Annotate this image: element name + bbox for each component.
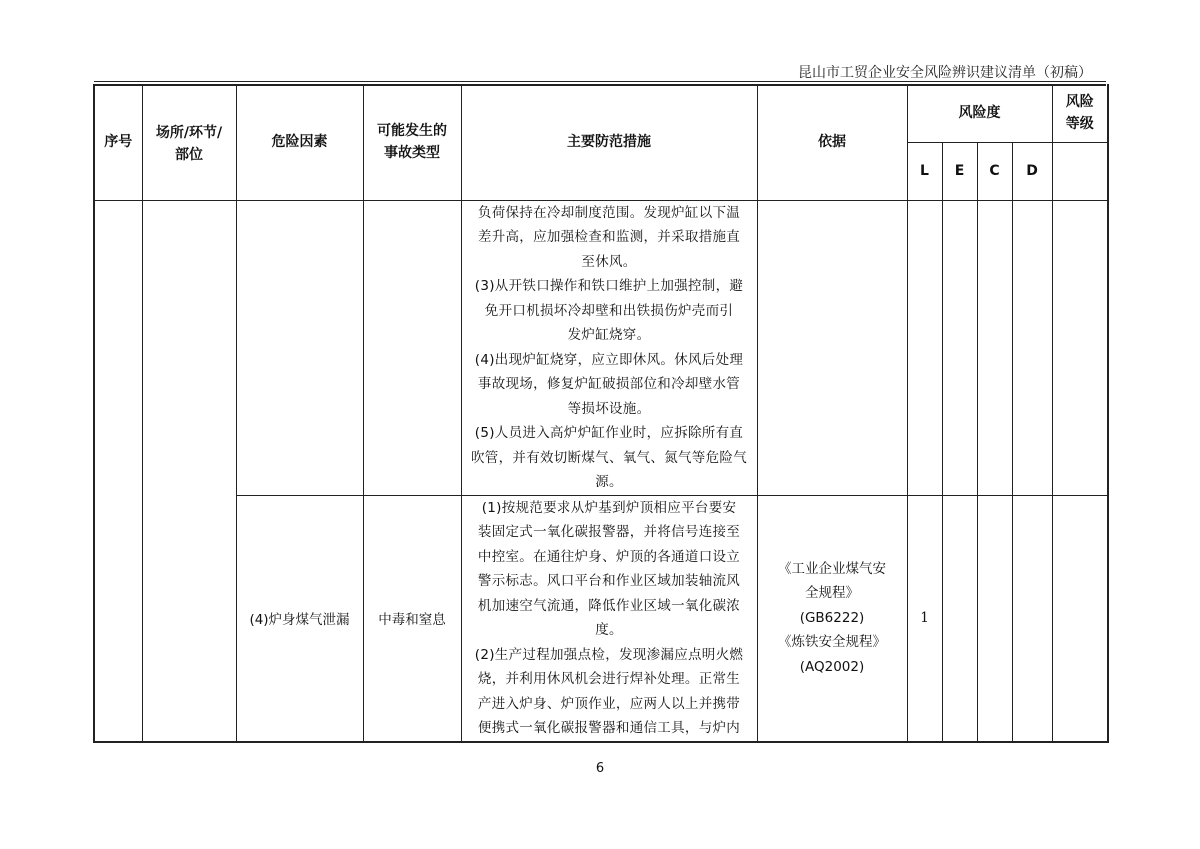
col-header-measures: 主要防范措施 (461, 84, 757, 200)
col-header-basis: 依据 (757, 84, 907, 200)
col-header-level-blank (1052, 142, 1108, 200)
col-header-D: D (1012, 142, 1052, 200)
basis-line: (GB6222) (799, 609, 865, 626)
measures-line: 产进入炉身、炉顶作业，应两人以上并携带 (477, 695, 741, 712)
measures-line: 烧，并利用休风机会进行焊补处理。正常生 (477, 671, 741, 687)
cell-L (907, 200, 942, 495)
table-row (94, 200, 1108, 495)
measures-line: 装固定式一氧化碳报警器，并将信号连接至 (477, 524, 741, 540)
col-header-C: C (977, 142, 1012, 200)
measures-line: 机加速空气流通，降低作业区域一氧化碳浓 (477, 597, 741, 614)
cell-basis (757, 200, 907, 495)
basis-line: 《工业企业煤气安 (778, 560, 886, 577)
measures-line: 至休风。 (581, 253, 637, 270)
measures-line: 吹管，并有效切断煤气、氧气、氮气等危险气 (471, 449, 747, 466)
cell-hazard: (4)炉身煤气泄漏 (236, 495, 363, 742)
col-header-risk-level: 风险等级 (1052, 84, 1108, 142)
cell-level (1052, 200, 1108, 495)
cell-level (1052, 495, 1108, 742)
header-rule-thin (94, 81, 1106, 82)
cell-L: 1 (907, 495, 942, 742)
cell-seq (94, 200, 142, 742)
measures-line: 负荷保持在冷却制度范围。发现炉缸以下温 (477, 204, 741, 221)
measures-line: 度。 (595, 622, 623, 638)
measures-line: 事故现场，修复炉缸破损部位和冷却壁水管 (477, 376, 741, 392)
measures-line: (5)人员进入高炉炉缸作业时，应拆除所有直 (474, 425, 744, 441)
measures-line: 等损坏设施。 (567, 400, 651, 417)
col-header-risk-degree: 风险度 (907, 84, 1052, 142)
col-header-seq: 序号 (94, 84, 142, 200)
col-header-accident-type: 可能发生的事故类型 (363, 84, 461, 200)
measures-line: 免开口机损坏冷却壁和出铁损伤炉壳而引 (484, 302, 734, 319)
cell-basis (757, 495, 907, 742)
measures-line: 源。 (595, 474, 623, 490)
col-header-L: L (907, 142, 942, 200)
measures-line: 差升高，应加强检查和监测，并采取措施直 (477, 229, 741, 245)
document-header-title: 昆山市工贸企业安全风险辨识建议清单（初稿） (798, 65, 1092, 81)
measures-line: (4)出现炉缸烧穿，应立即休风。休风后处理 (474, 351, 744, 368)
cell-E (942, 495, 977, 742)
cell-E (942, 200, 977, 495)
measures-line: 中控室。在通往炉身、炉顶的各通道口设立 (477, 548, 741, 565)
basis-line: 《炼铁安全规程》 (778, 634, 886, 651)
cell-D (1012, 200, 1052, 495)
cell-C (977, 495, 1012, 742)
cell-accident-type (363, 200, 461, 495)
measures-line: (3)从开铁口操作和铁口维护上加强控制，避 (474, 278, 744, 294)
cell-location (142, 200, 236, 742)
basis-line: 全规程》 (805, 585, 859, 602)
measures-line: (1)按规范要求从炉基到炉顶相应平台要安 (481, 499, 737, 516)
basis-line: (AQ2002) (799, 658, 865, 675)
col-header-E: E (942, 142, 977, 200)
measures-line: 警示标志。风口平台和作业区域加装轴流风 (477, 573, 741, 589)
cell-accident-type: 中毒和窒息 (363, 495, 461, 742)
cell-D (1012, 495, 1052, 742)
col-header-location: 场所/环节/部位 (142, 84, 236, 200)
measures-line: (2)生产过程加强点检，发现渗漏应点明火燃 (474, 646, 744, 663)
measures-line: 发炉缸烧穿。 (567, 327, 651, 343)
page-number: 6 (595, 761, 605, 776)
risk-identification-table (93, 84, 1109, 743)
table-row (94, 495, 1108, 742)
col-header-hazard: 危险因素 (236, 84, 363, 200)
measures-line: 便携式一氧化碳报警器和通信工具，与炉内 (477, 720, 741, 736)
cell-measures (461, 495, 757, 742)
cell-measures (461, 200, 757, 495)
cell-C (977, 200, 1012, 495)
cell-hazard (236, 200, 363, 495)
